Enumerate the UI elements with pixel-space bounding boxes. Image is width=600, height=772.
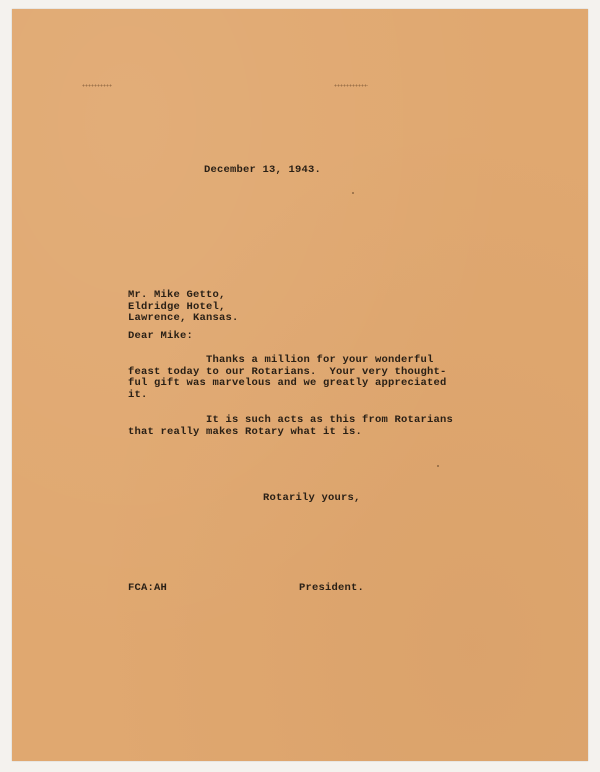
- body-paragraph-2: [128, 415, 453, 438]
- paper-speck: [437, 465, 439, 467]
- paragraph-line: that really makes Rotary what it is.: [128, 425, 363, 438]
- recipient-address: [128, 290, 239, 325]
- recipient-name: Mr. Mike Getto,: [128, 289, 226, 301]
- salutation: Dear Mike:: [128, 330, 194, 342]
- body-paragraph-1: [128, 355, 447, 401]
- paragraph-line: it.: [128, 388, 148, 401]
- punch-mark: [82, 84, 112, 87]
- signer-title: President.: [299, 582, 365, 594]
- recipient-city: Lawrence, Kansas.: [128, 312, 239, 324]
- letter-date: December 13, 1943.: [204, 164, 322, 176]
- paragraph-line: feast today to our Rotarians. Your very thought-: [128, 365, 447, 378]
- recipient-hotel: Eldridge Hotel,: [128, 300, 226, 313]
- reference-initials: FCA:AH: [128, 582, 168, 594]
- paper-speck: [352, 192, 354, 194]
- punch-mark: [334, 84, 368, 87]
- letter-page: [12, 9, 588, 761]
- paragraph-line: It is such acts as this from Rotarians: [128, 414, 454, 426]
- complimentary-closing: Rotarily yours,: [263, 492, 361, 504]
- paragraph-line: ful gift was marvelous and we greatly appreciated: [128, 377, 447, 389]
- paragraph-line: Thanks a million for your wonderful: [128, 354, 434, 366]
